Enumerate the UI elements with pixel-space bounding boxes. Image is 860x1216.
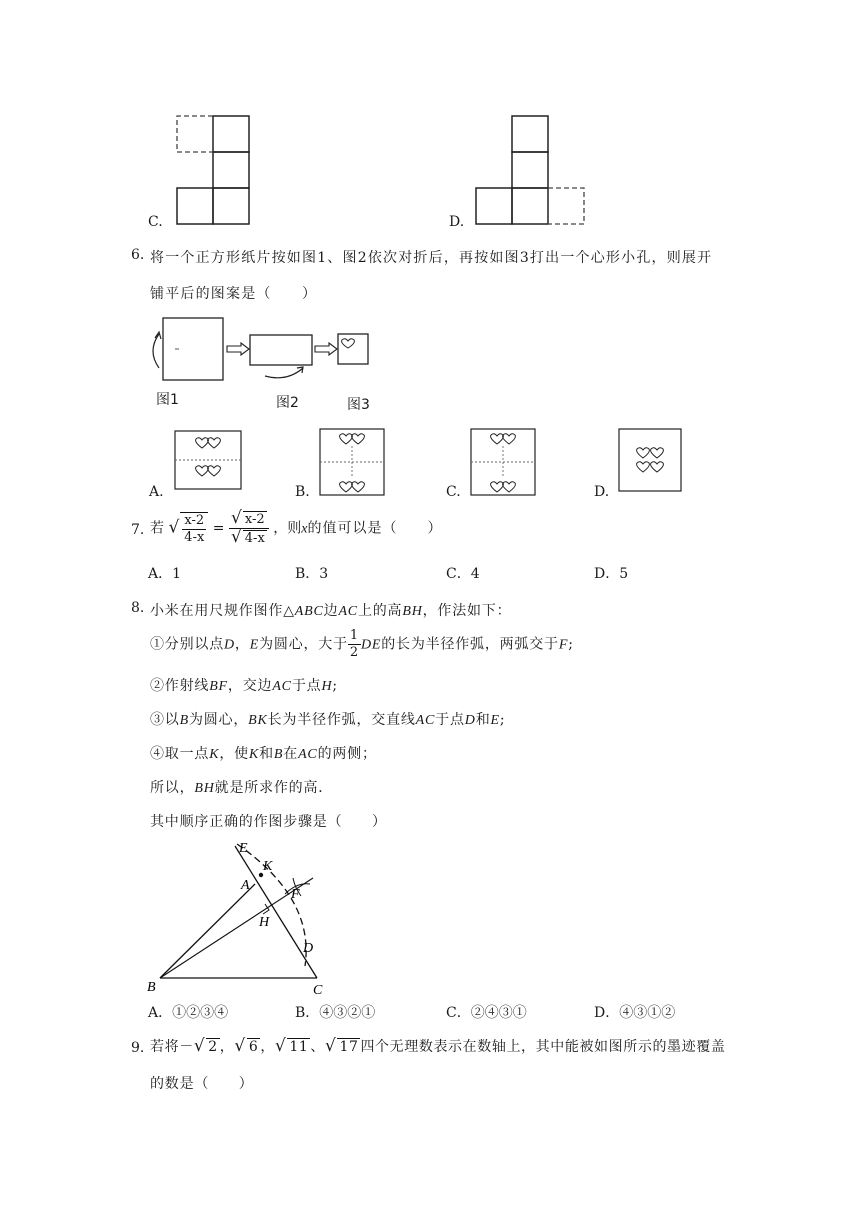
q8-option-b: B．④③②① — [295, 1005, 376, 1021]
q7-option-a: A．1 — [148, 566, 182, 582]
q8-label-a: A — [241, 878, 250, 893]
q7-left-den: 4-x — [184, 529, 205, 545]
q6-option-c-label: C. — [446, 484, 461, 500]
q6-option-b-figure — [319, 428, 387, 498]
sqrt-symbol-icon: √ — [231, 508, 242, 528]
q7-right-num: x-2 — [244, 512, 265, 527]
q6-option-b-label: B. — [295, 484, 310, 500]
q6-number: 6. — [131, 247, 145, 263]
q8-label-d: D — [303, 941, 314, 956]
sqrt-symbol-icon: √ — [274, 1036, 287, 1056]
q9-line2: 的数是（ ） — [150, 1076, 254, 1092]
q6-option-d-figure — [618, 428, 684, 494]
q8-label-e: E — [239, 841, 248, 856]
q8-option-d: D．④③①② — [594, 1005, 676, 1021]
sqrt-symbol-icon: √ — [325, 1036, 337, 1056]
q6-fig2-caption: 图2 — [276, 395, 299, 411]
q7-left-fraction — [180, 512, 208, 546]
q5-option-c-net — [175, 114, 265, 229]
q5-option-d-net — [474, 114, 599, 229]
q8-construction-figure — [145, 838, 345, 998]
sqrt-symbol-icon: √ — [234, 1036, 246, 1056]
sqrt-symbol-icon: √ — [168, 517, 180, 538]
q8-conclusion: 所以，BH就是所求作的高． — [150, 780, 334, 796]
q7-suffix-b: 的值可以是（ ） — [307, 520, 443, 537]
q9-stem: 若将－√ 2 ，√ 6 ，√ 11 、√ 17 四个无理数表示在数轴上，其中能被如图所示的墨迹覆盖 — [150, 1036, 726, 1056]
q8-number: 8. — [131, 600, 145, 616]
q6-option-c-figure — [470, 428, 538, 498]
q7-option-b: B．3 — [295, 566, 329, 582]
q6-fig3-caption: 图3 — [347, 397, 370, 413]
q6-folding-figure — [145, 316, 395, 396]
q8-step1: ①分别以点D，E为圆心，大于 $\frac{1}{2}$ DE的长为半径作弧，两弧交于F; — [150, 628, 574, 660]
sqrt-symbol-icon: √ — [230, 527, 242, 547]
q7-equals: = — [212, 520, 225, 537]
q5-option-d-label: D. — [449, 214, 465, 230]
q6-text-line1: 将一个正方形纸片按如图1、图2依次对折后，再按如图3打出一个心形小孔，则展开 — [150, 250, 713, 266]
q6-option-a-label: A. — [149, 484, 164, 500]
q8-step3: ③以B为圆心，BK长为半径作弧，交直线AC于点D和E; — [150, 712, 506, 728]
q8-intro: 小米在用尺规作图作△ABC边AC上的高BH，作法如下： — [150, 603, 512, 619]
q5-option-c-label: C. — [148, 214, 163, 230]
q7-stem — [150, 510, 442, 547]
q9-number: 9. — [131, 1040, 145, 1056]
q8-label-h: H — [259, 915, 270, 930]
q7-right-fraction — [229, 510, 269, 547]
q6-option-a-figure — [174, 430, 244, 492]
q7-number: 7. — [131, 522, 145, 538]
q8-option-a: A．①②③④ — [148, 1005, 229, 1021]
q8-label-f: F — [291, 887, 300, 902]
q7-var: x — [301, 521, 308, 537]
q7-option-c: C．4 — [446, 566, 480, 582]
q7-prefix: 若 — [150, 520, 164, 537]
q7-left-num: x-2 — [182, 513, 206, 530]
q7-suffix-a: ，则 — [273, 520, 302, 537]
sqrt-symbol-icon: √ — [193, 1036, 206, 1056]
q8-label-c: C — [313, 983, 323, 998]
q7-option-d: D．5 — [594, 566, 629, 582]
q6-fig1-caption: 图1 — [156, 392, 179, 408]
q8-step2: ②作射线BF，交边AC于点H; — [150, 678, 338, 694]
q8-question: 其中顺序正确的作图步骤是（ ） — [150, 814, 387, 830]
q8-step4: ④取一点K，使K和B在AC的两侧； — [150, 746, 377, 762]
q6-option-d-label: D. — [594, 484, 610, 500]
q7-right-den: 4-x — [244, 531, 265, 546]
q6-text-line2: 铺平后的图案是（ ） — [150, 286, 318, 302]
q8-label-k: K — [263, 859, 273, 874]
q8-half-fraction: $\frac{1}{2}$ — [349, 628, 359, 660]
q8-label-b: B — [147, 980, 156, 995]
q8-option-c: C．②④③① — [446, 1005, 527, 1021]
